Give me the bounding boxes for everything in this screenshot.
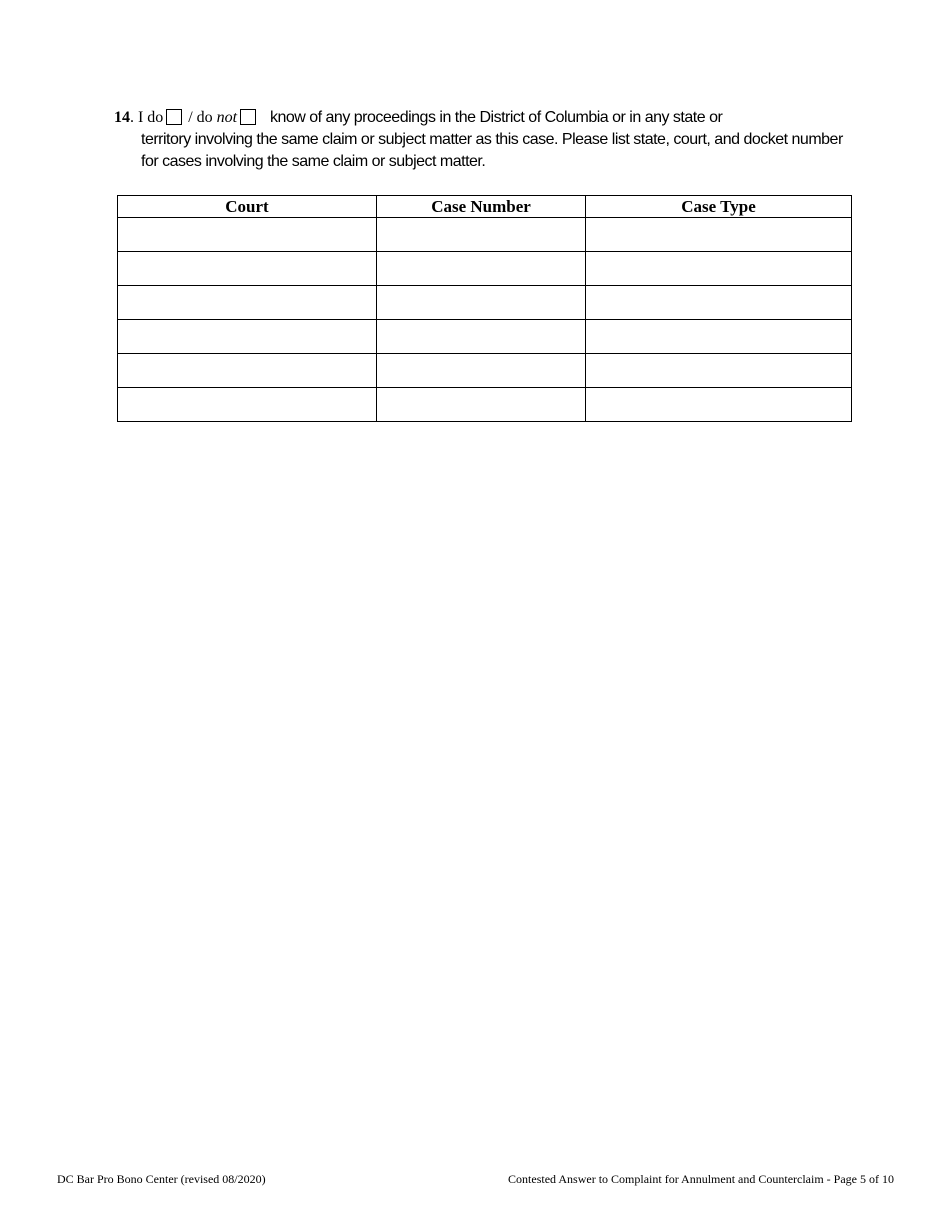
case-number-cell[interactable] [377,354,586,388]
table-header-row [118,196,852,218]
question-text-line1: know of any proceedings in the District of Columbia or in any state or [269,109,723,126]
court-cell[interactable] [118,354,304,388]
question-14 [114,107,854,173]
case-type-cell[interactable] [586,286,852,320]
do-not-checkbox[interactable] [240,109,256,125]
case-number-cell[interactable] [377,320,586,354]
header-court: Court [118,196,377,218]
question-number: 14 [114,109,130,126]
footer-right: Contested Answer to Complaint for Annulment and Counterclaim - Page 5 of 10 [508,1172,894,1186]
do-checkbox[interactable] [166,109,182,125]
question-text-rest: territory involving the same claim or subject matter as this case. Please list state, court, and docket number for cases involving the same claim or subject matter. [141,131,843,170]
court-extra-cell[interactable] [304,320,377,354]
proceedings-table [117,195,852,422]
court-extra-cell[interactable] [304,218,377,252]
court-extra-cell[interactable] [304,252,377,286]
case-number-cell[interactable] [377,252,586,286]
case-number-cell[interactable] [377,388,586,422]
i-do-label: I do [137,109,164,126]
table-row [118,218,852,252]
header-case-number: Case Number [377,196,586,218]
court-cell[interactable] [118,286,304,320]
table-row [118,388,852,422]
not-label: not [216,109,238,126]
table-row [118,286,852,320]
header-case-type: Case Type [586,196,852,218]
table-row [118,320,852,354]
question-14-line1 [114,107,854,129]
table-row [118,354,852,388]
case-number-cell[interactable] [377,218,586,252]
court-extra-cell[interactable] [304,286,377,320]
case-type-cell[interactable] [586,354,852,388]
case-type-cell[interactable] [586,218,852,252]
case-type-cell[interactable] [586,388,852,422]
question-number-sep: . [130,109,134,126]
case-number-cell[interactable] [377,286,586,320]
case-type-cell[interactable] [586,252,852,286]
table-row [118,252,852,286]
case-type-cell[interactable] [586,320,852,354]
court-cell[interactable] [118,388,304,422]
do-not-sep-label: / do [188,109,213,126]
court-cell[interactable] [118,218,304,252]
court-extra-cell[interactable] [304,354,377,388]
footer-left: DC Bar Pro Bono Center (revised 08/2020) [57,1172,266,1186]
court-cell[interactable] [118,320,304,354]
court-extra-cell[interactable] [304,388,377,422]
court-cell[interactable] [118,252,304,286]
